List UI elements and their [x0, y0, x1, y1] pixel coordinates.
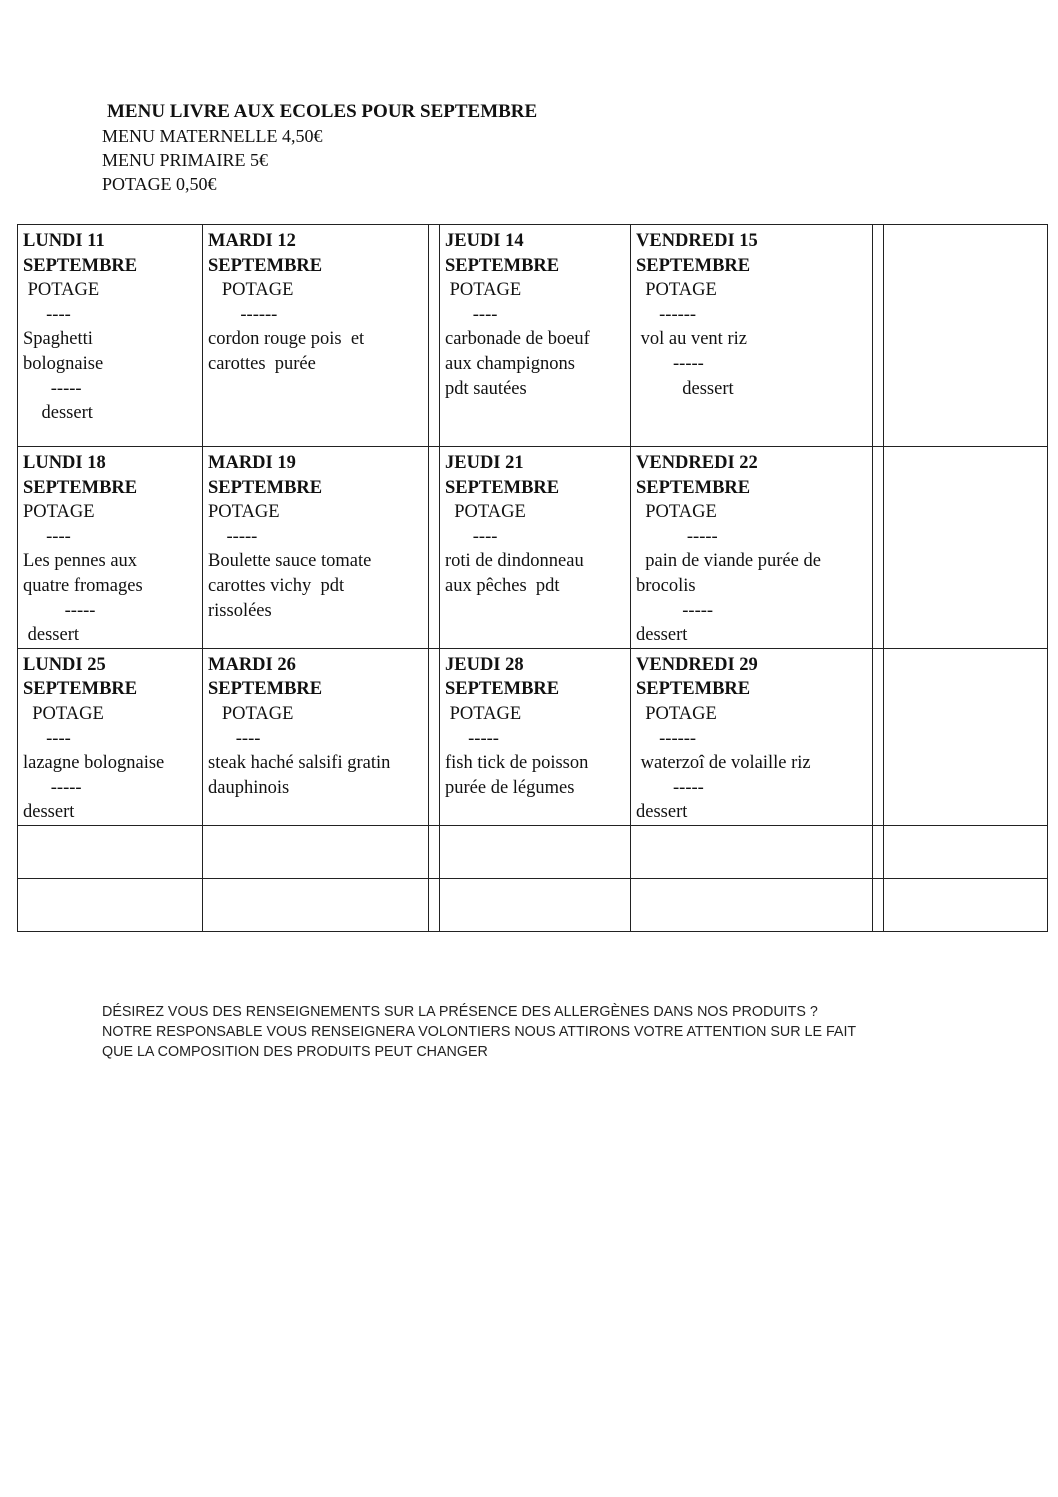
day-label: LUNDI 18 SEPTEMBRE: [23, 453, 138, 498]
empty-separator-cell: [873, 447, 884, 649]
empty-separator-cell: [873, 648, 884, 825]
document-header: [102, 100, 537, 196]
empty-separator-cell: [429, 648, 440, 825]
day-label: JEUDI 14 SEPTEMBRE: [445, 231, 560, 276]
empty-separator-cell: [429, 825, 440, 878]
empty-separator-cell: [873, 878, 884, 931]
table-row: [18, 225, 1048, 447]
empty-separator-cell: [429, 447, 440, 649]
table-row: [18, 648, 1048, 825]
day-label: MARDI 19 SEPTEMBRE: [208, 453, 323, 498]
empty-cell: [631, 825, 873, 878]
price-maternelle: MENU MATERNELLE 4,50€: [102, 126, 323, 146]
menu-text: POTAGE ---- steak haché salsifi gratin dauphinois: [208, 703, 391, 798]
empty-table-row: [18, 825, 1048, 878]
day-label: LUNDI 25 SEPTEMBRE: [23, 654, 138, 700]
menu-cell-jeudi-14: [440, 225, 631, 447]
empty-cell: [440, 878, 631, 931]
menu-cell-vendredi-29: [631, 648, 873, 825]
allergen-notice-line: NOTRE RESPONSABLE VOUS RENSEIGNERA VOLONTIERS NOUS ATTIRONS VOTRE ATTENTION SUR LE FAIT: [102, 1024, 857, 1040]
price-potage: POTAGE 0,50€: [102, 174, 217, 194]
empty-cell: [440, 825, 631, 878]
menu-text: POTAGE ---- carbonade de boeuf aux champignons pdt sautées: [445, 280, 590, 399]
empty-separator-cell: [429, 878, 440, 931]
table-row: [18, 447, 1048, 649]
allergen-notice: [102, 1002, 856, 1062]
menu-cell-mardi-12: [203, 225, 429, 447]
menu-cell-lundi-11: [18, 225, 203, 447]
empty-cell: [203, 878, 429, 931]
day-label: JEUDI 21 SEPTEMBRE: [445, 453, 560, 498]
allergen-notice-line: QUE LA COMPOSITION DES PRODUITS PEUT CHANGER: [102, 1044, 488, 1060]
menu-text: POTAGE ----- pain de viande purée de brocolis ----- dessert: [636, 502, 821, 646]
empty-cell: [884, 878, 1048, 931]
empty-cell: [631, 878, 873, 931]
menu-text: POTAGE ------ waterzoî de volaille riz ----- dessert: [636, 703, 811, 823]
menu-text: POTAGE ------ cordon rouge pois et carottes purée: [208, 280, 365, 374]
day-label: VENDREDI 22 SEPTEMBRE: [636, 453, 758, 498]
day-label: MARDI 12 SEPTEMBRE: [208, 231, 323, 276]
day-label: JEUDI 28 SEPTEMBRE: [445, 654, 560, 700]
menu-cell-vendredi-15: [631, 225, 873, 447]
menu-text: POTAGE ----- Boulette sauce tomate carottes vichy pdt rissolées: [208, 502, 372, 621]
menu-text: POTAGE ---- lazagne bolognaise ----- dessert: [23, 703, 165, 823]
empty-cell: [884, 447, 1048, 649]
empty-separator-cell: [429, 225, 440, 447]
empty-separator-cell: [873, 225, 884, 447]
empty-cell: [203, 825, 429, 878]
menu-text: POTAGE ---- Spaghetti bolognaise ----- dessert: [23, 280, 104, 424]
menu-text: POTAGE ---- Les pennes aux quatre fromages ----- dessert: [23, 502, 143, 646]
day-label: VENDREDI 15 SEPTEMBRE: [636, 231, 758, 276]
empty-separator-cell: [873, 825, 884, 878]
day-label: VENDREDI 29 SEPTEMBRE: [636, 654, 758, 700]
menu-cell-mardi-19: [203, 447, 429, 649]
menu-table: [17, 224, 1048, 932]
empty-cell: [18, 825, 203, 878]
menu-cell-lundi-25: [18, 648, 203, 825]
menu-cell-jeudi-21: [440, 447, 631, 649]
empty-cell: [884, 225, 1048, 447]
document-title: MENU LIVRE AUX ECOLES POUR SEPTEMBRE: [107, 101, 538, 122]
menu-text: POTAGE ----- fish tick de poisson purée de légumes: [445, 703, 589, 798]
empty-cell: [18, 878, 203, 931]
menu-cell-jeudi-28: [440, 648, 631, 825]
allergen-notice-line: DÉSIREZ VOUS DES RENSEIGNEMENTS SUR LA PRÉSENCE DES ALLERGÈNES DANS NOS PRODUITS ?: [102, 1004, 818, 1020]
menu-cell-vendredi-22: [631, 447, 873, 649]
price-primaire: MENU PRIMAIRE 5€: [102, 150, 269, 170]
menu-cell-lundi-18: [18, 447, 203, 649]
day-label: LUNDI 11 SEPTEMBRE: [23, 231, 138, 276]
menu-text: POTAGE ------ vol au vent riz ----- dessert: [640, 280, 747, 399]
day-label: MARDI 26 SEPTEMBRE: [208, 654, 323, 700]
menu-text: POTAGE ---- roti de dindonneau aux pêches pdt: [445, 502, 584, 596]
empty-table-row: [18, 878, 1048, 931]
empty-cell: [884, 825, 1048, 878]
empty-cell: [884, 648, 1048, 825]
menu-cell-mardi-26: [203, 648, 429, 825]
